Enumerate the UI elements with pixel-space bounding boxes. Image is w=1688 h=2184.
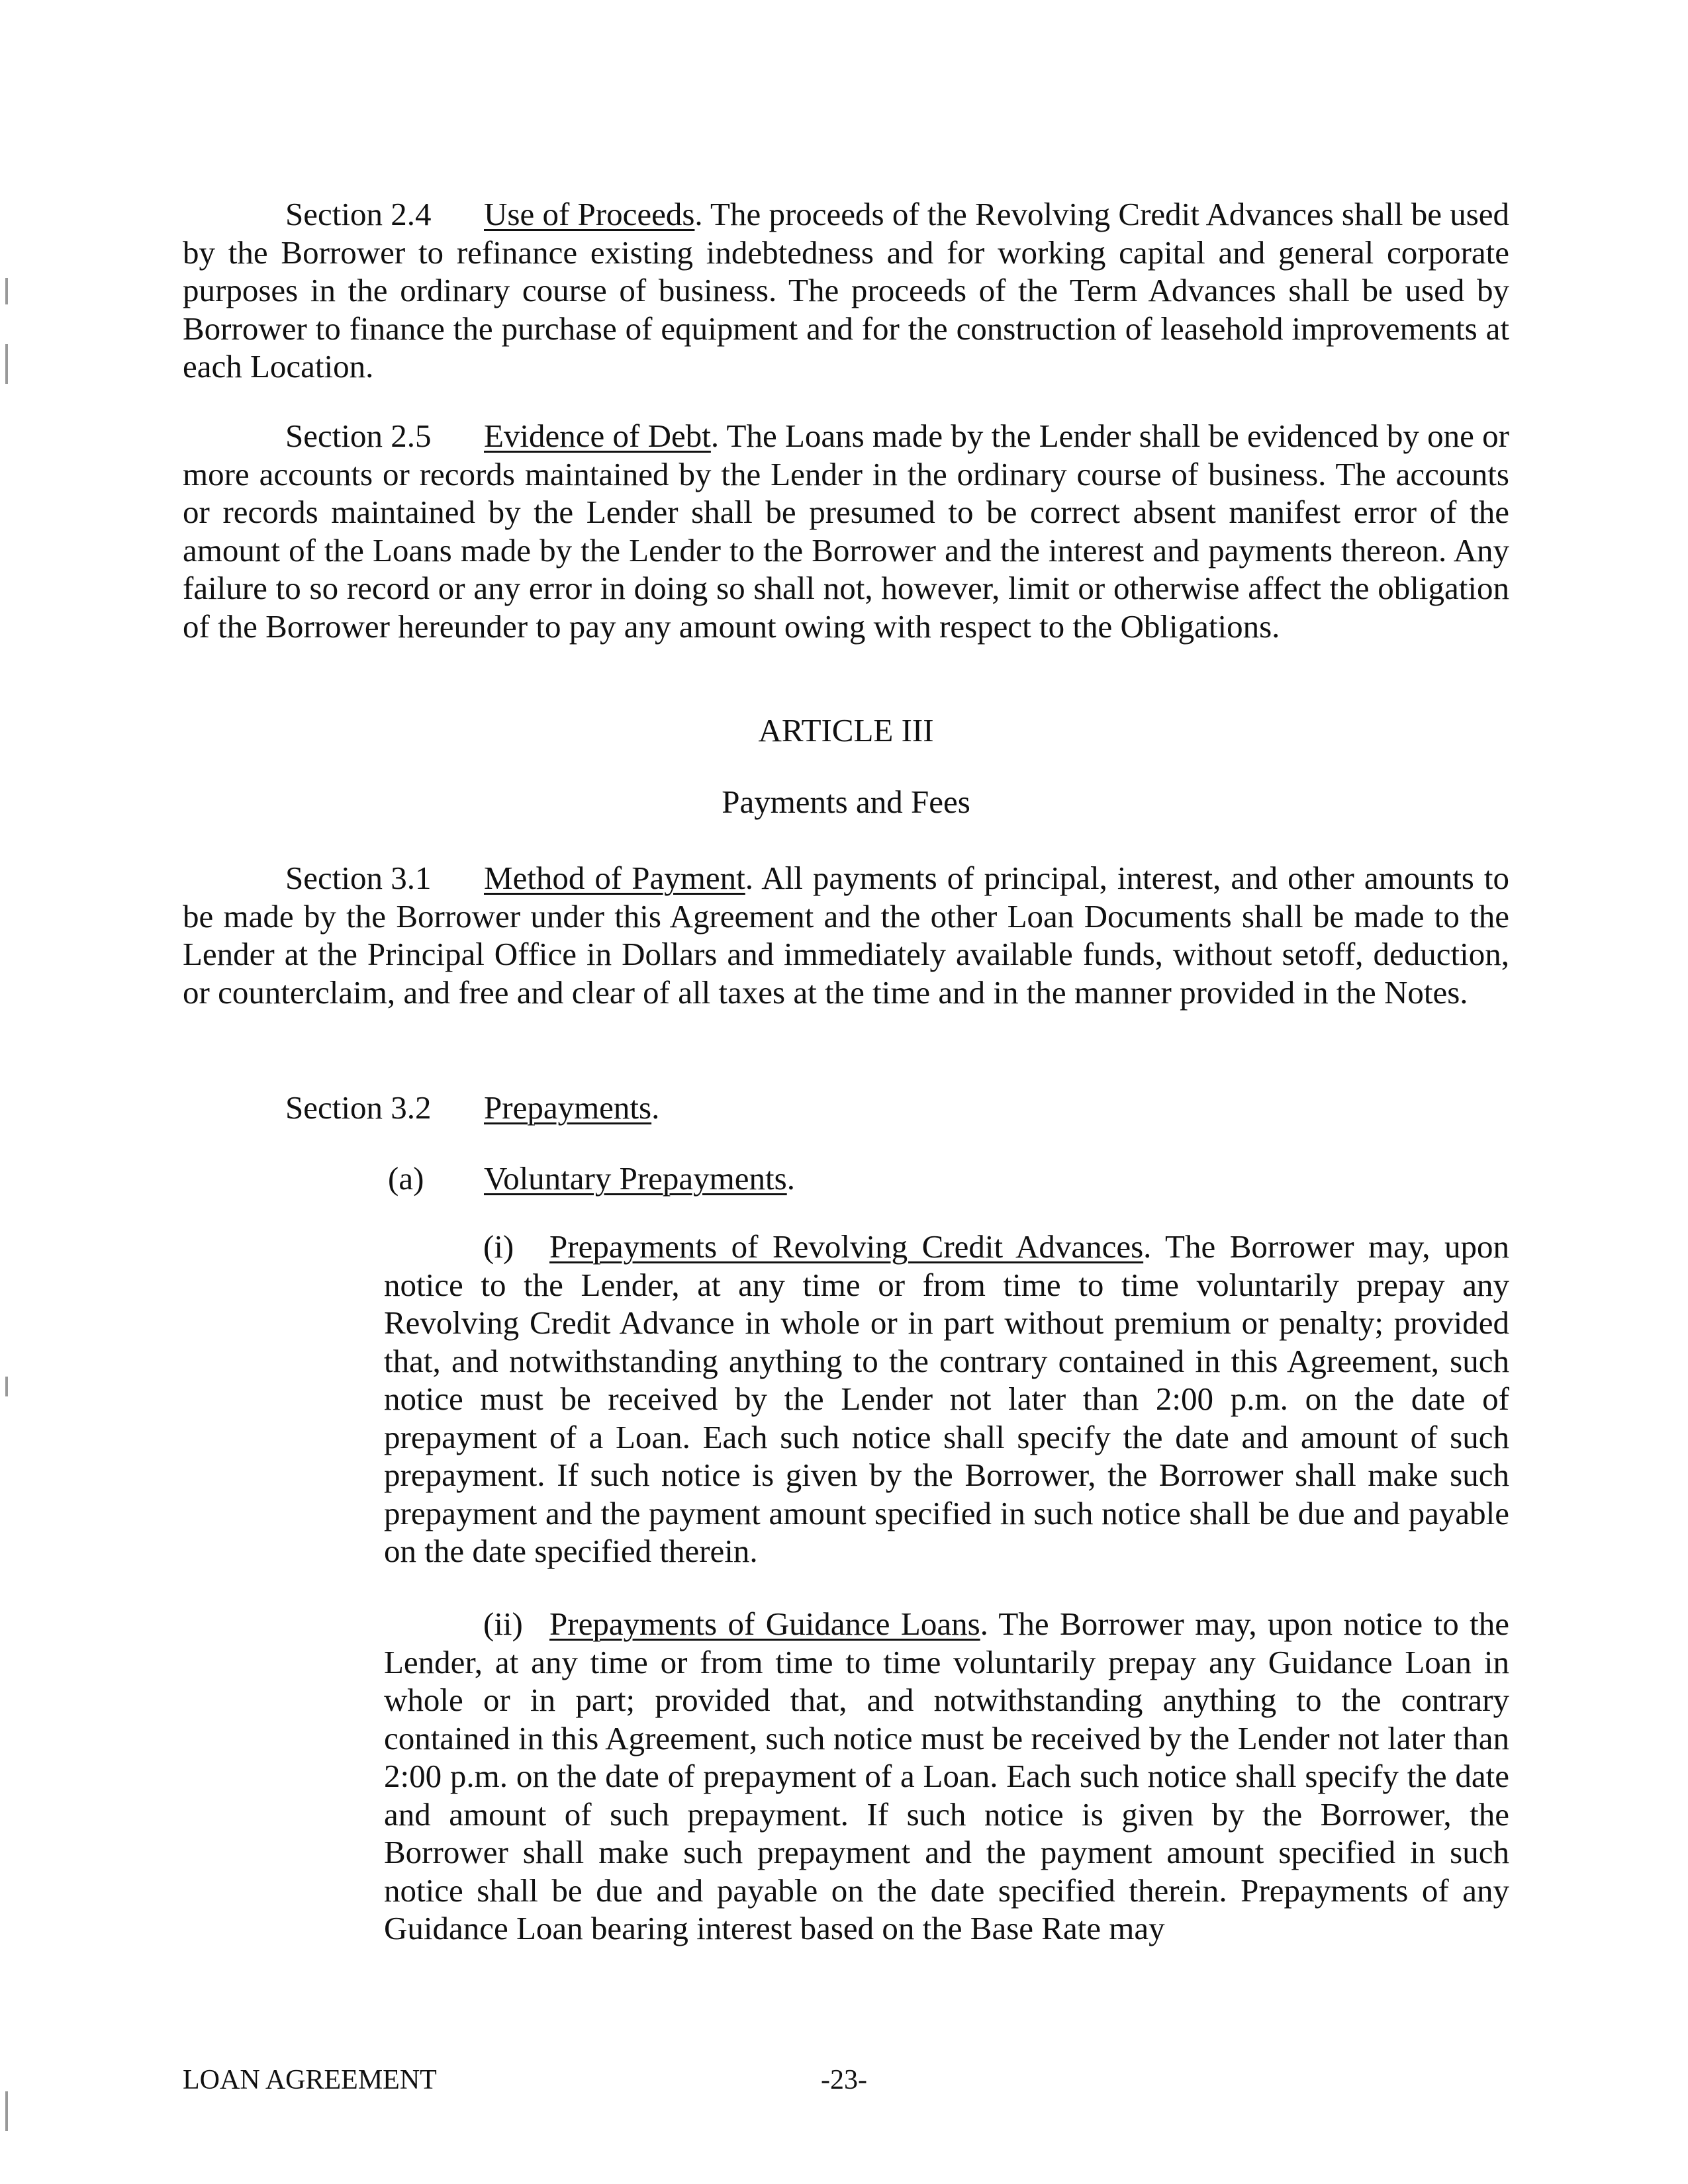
section-2-5-paragraph: [183, 417, 1509, 645]
section-3-2-paragraph: [183, 1089, 1509, 1127]
subsection-ii-heading: Prepayments of Guidance Loans: [549, 1606, 980, 1642]
subsection-i-text: . The Borrower may, upon notice to the Lender, at any time or from time to time voluntarily prepay any Revolving Credit Advance in whole or in part without premium or penalty; provided that, and notwithstanding anything to the contrary contained in this Agreement, such notice must be received by the Lender not later than 2:00 p.m. on the date of prepayment of a Loan. Each such notice shall specify the date and amount of such prepayment. If such notice is given by the Borrower, the Borrower shall make such prepayment and the payment amount specified in such notice shall be due and payable on the date specified therein.: [384, 1228, 1509, 1569]
section-3-2-heading: Prepayments: [484, 1089, 652, 1126]
scan-margin-marks: [0, 0, 20, 2184]
section-3-2-text: .: [651, 1089, 660, 1126]
subsection-i-paragraph: [384, 1228, 1509, 1570]
section-2-4-heading: Use of Proceeds: [484, 196, 695, 232]
subsection-ii-paragraph: [384, 1605, 1509, 1948]
section-3-1-number: Section 3.1: [285, 860, 432, 896]
subsection-i-number: (i): [483, 1228, 514, 1265]
subsection-a-heading: Voluntary Prepayments: [484, 1160, 787, 1197]
subsection-a-text: .: [786, 1160, 795, 1197]
section-2-4-paragraph: [183, 195, 1509, 386]
section-3-1-heading: Method of Payment: [484, 860, 745, 896]
subsection-a-paragraph: [183, 1160, 1509, 1198]
section-2-4-text: . The proceeds of the Revolving Credit Advances shall be used by the Borrower to refinance existing indebtedness and for working capital and general corporate purposes in the ordinary course of business. The proceeds of the Term Advances shall be used by Borrower to finance the purchase of equipment and for the construction of leasehold improvements at each Location.: [183, 196, 1510, 385]
footer-document-title: LOAN AGREEMENT: [183, 2065, 437, 2095]
subsection-ii-text: . The Borrower may, upon notice to the Lender, at any time or from time to time voluntarily prepay any Guidance Loan in whole or in part; provided that, and notwithstanding anything to the contrary contained in this Agreement, such notice must be received by the Lender not later than 2:00 p.m. on the date of prepayment of a Loan. Each such notice shall specify the date and amount of such prepayment. If such notice is given by the Borrower, the Borrower shall make such prepayment and the payment amount specified in such notice shall be due and payable on the date specified therein. Prepayments of any Guidance Loan bearing interest based on the Base Rate may: [384, 1606, 1509, 1946]
article-title: ARTICLE III: [758, 712, 934, 749]
subsection-i-heading: Prepayments of Revolving Credit Advances: [549, 1228, 1144, 1265]
subsection-ii-number: (ii): [483, 1606, 523, 1642]
section-3-2-number: Section 3.2: [285, 1089, 432, 1126]
section-3-1-text: . All payments of principal, interest, and other amounts to be made by the Borrower under this Agreement and the other Loan Documents shall be made to the Lender at the Principal Office in Dollars and immediately available funds, without setoff, deduction, or counterclaim, and free and clear of all taxes at the time and in the manner provided in the Notes.: [183, 860, 1509, 1011]
footer-page-number: -23-: [821, 2065, 867, 2095]
section-2-4-number: Section 2.4: [285, 196, 432, 232]
subsection-a-number: (a): [388, 1160, 424, 1197]
section-2-5-heading: Evidence of Debt: [484, 418, 711, 454]
section-3-1-paragraph: [183, 859, 1509, 1011]
section-2-5-number: Section 2.5: [285, 418, 432, 454]
section-2-5-text: . The Loans made by the Lender shall be evidenced by one or more accounts or records maintained by the Lender in the ordinary course of business. The accounts or records maintained by the Lender shall be presumed to be correct absent manifest error of the amount of the Loans made by the Lender to the Borrower and the interest and payments thereon. Any failure to so record or any error in doing so shall not, however, limit or otherwise affect the obligation of the Borrower hereunder to pay any amount owing with respect to the Obligations.: [183, 418, 1510, 645]
article-subtitle: Payments and Fees: [722, 784, 970, 820]
